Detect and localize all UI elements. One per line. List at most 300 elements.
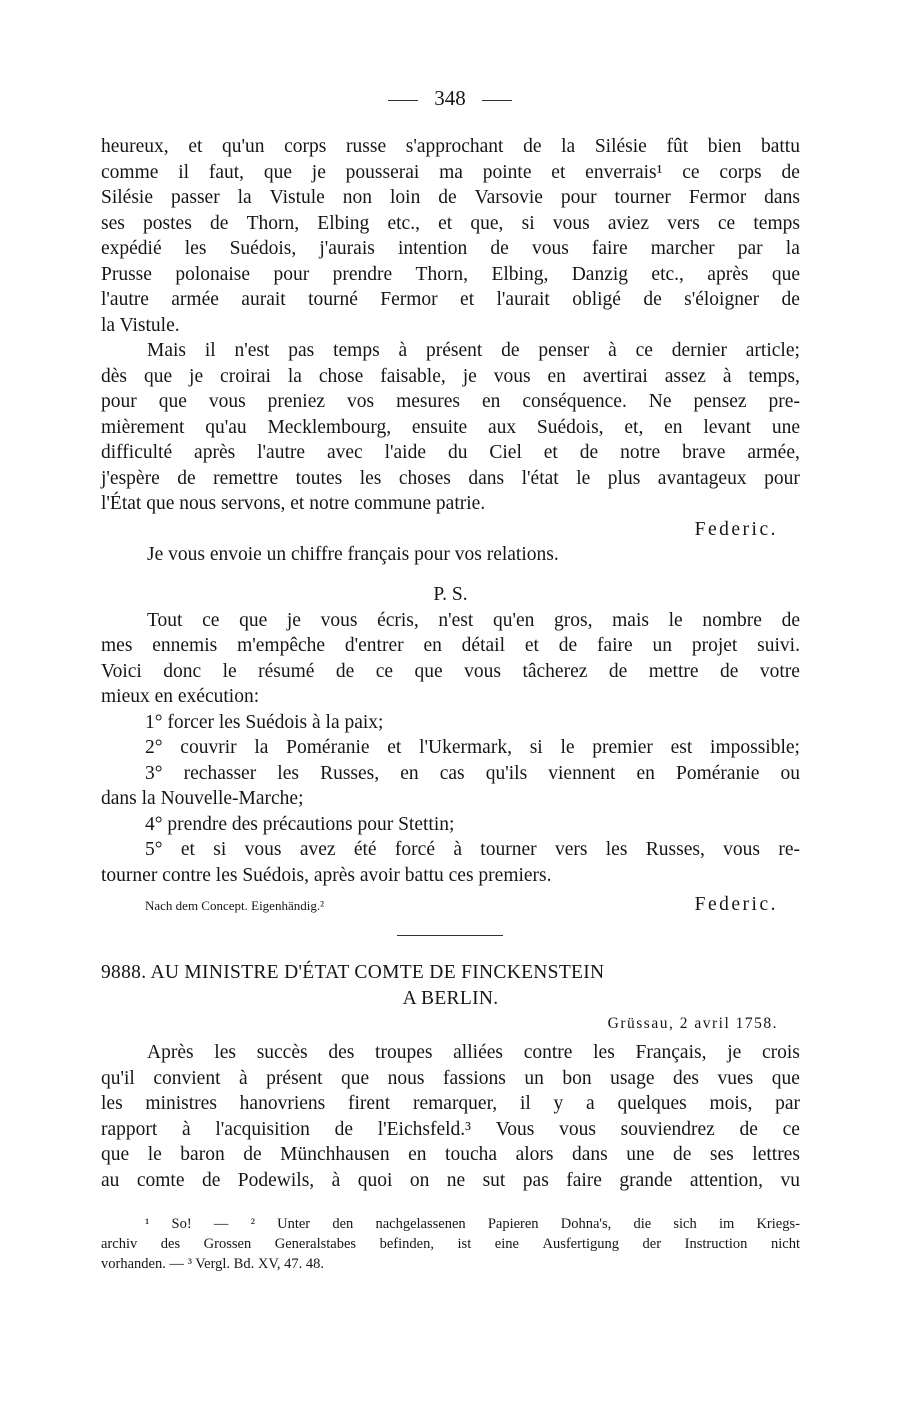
word: comte (136, 1169, 185, 1191)
word: dans (468, 467, 505, 489)
word: nicht (770, 1236, 800, 1252)
word: ce (202, 609, 220, 631)
word: impossible; (710, 737, 800, 758)
word: à (608, 340, 617, 361)
text-line (101, 211, 800, 237)
word: en (408, 1144, 427, 1165)
word: qu'un (222, 136, 265, 157)
word: j'espère (101, 467, 160, 489)
word: si (213, 839, 227, 860)
word: vues (717, 1067, 754, 1089)
text-line (101, 287, 800, 313)
word: lettres (752, 1144, 800, 1165)
word: pour (560, 187, 597, 208)
section-divider (397, 935, 503, 936)
word: Vous (495, 1118, 535, 1140)
word: la (561, 136, 576, 157)
word: l'aide (384, 442, 427, 463)
word: Prusse (101, 263, 152, 285)
word: pas (288, 340, 315, 361)
word: tourné (308, 289, 358, 310)
word: comme (101, 161, 159, 183)
word: vous (244, 839, 282, 860)
word: je (462, 365, 477, 387)
word: etc., (387, 212, 420, 234)
word: et (438, 212, 453, 234)
word: Après (147, 1042, 194, 1063)
word: Fermor (380, 289, 438, 310)
word: de (672, 1144, 692, 1165)
word: vous (552, 212, 590, 234)
word: à (453, 839, 462, 860)
word: premier (592, 737, 653, 758)
word: que, (470, 212, 504, 234)
cipher-note: Je vous envoie un chiffre français pour vos relations. (147, 544, 559, 565)
word: Thorn, (415, 263, 469, 285)
word: Generalstabes (274, 1236, 357, 1252)
word: la (237, 187, 252, 208)
word: après (194, 442, 236, 463)
signature: Federic. (694, 518, 778, 540)
word: vous (320, 609, 358, 631)
word: die (633, 1216, 652, 1232)
word: quelques (617, 1093, 687, 1114)
word: bon (562, 1067, 592, 1089)
word: avec (326, 442, 363, 463)
word: croirai (220, 365, 271, 387)
word: quoi (357, 1169, 393, 1191)
word: toutes (295, 467, 343, 489)
letter-body (101, 1040, 800, 1193)
word: alors (515, 1144, 554, 1165)
word: pour (273, 263, 310, 285)
word: forcé (394, 839, 435, 860)
word: de (501, 340, 520, 361)
text-line (101, 236, 800, 262)
word: Suédois, (536, 416, 604, 438)
word: sut (482, 1169, 506, 1191)
word: 5° (145, 839, 163, 860)
continued-paragraph (101, 134, 800, 568)
word: faire (566, 1169, 602, 1191)
list-item (101, 735, 800, 761)
word: vers (554, 839, 588, 860)
word: obligé (572, 289, 621, 310)
word: de (781, 609, 800, 631)
word: des (160, 1236, 181, 1252)
word: si (521, 212, 535, 234)
word: que (158, 391, 187, 412)
word: So! (171, 1216, 192, 1232)
word: Grossen (203, 1236, 252, 1252)
word: est (670, 737, 693, 758)
word: que (340, 1067, 370, 1089)
heading-line: A BERLIN. (402, 987, 499, 1009)
word: de (719, 660, 739, 682)
word: de (177, 467, 196, 489)
word: dernier (671, 340, 727, 361)
word: que (414, 660, 443, 682)
word: l'autre (257, 442, 306, 463)
word: qu'en (492, 609, 535, 631)
word: les (359, 467, 382, 489)
word: corps (719, 161, 762, 183)
word: Danzig (571, 263, 629, 285)
word: Mais (147, 340, 186, 361)
word: preniez (267, 391, 326, 412)
word: mettre (648, 660, 699, 682)
text-line (101, 185, 800, 211)
word: a (586, 1093, 595, 1114)
word: ce (782, 1118, 800, 1140)
word: la (785, 238, 800, 259)
letter-heading (101, 960, 800, 1037)
word: dans (572, 1144, 608, 1165)
word: de (334, 1118, 353, 1140)
word: grande (619, 1169, 673, 1191)
text-line (101, 1168, 800, 1194)
word: Papieren (487, 1216, 539, 1232)
text-line (101, 440, 800, 466)
word: nombre (702, 609, 762, 631)
word: Silésie (101, 187, 153, 208)
word: im (718, 1216, 735, 1232)
word: dès (101, 365, 127, 387)
word: Ciel (489, 442, 522, 463)
word: corps (284, 136, 327, 157)
word: gros, (554, 609, 593, 631)
word: et (188, 136, 203, 157)
word: de (643, 289, 662, 310)
text-line: l'État que nous servons, et notre commune patrie. (101, 493, 486, 514)
text-line: la Vistule. (101, 314, 180, 336)
word: que (771, 1067, 800, 1089)
word: enverrais¹ (585, 161, 663, 183)
word: remarquer, (412, 1093, 498, 1114)
word: ennemis (152, 635, 218, 656)
word: Poméranie (676, 762, 760, 784)
word: Elbing, (491, 263, 549, 285)
word: de (579, 442, 599, 463)
footnote-line: vorhanden. — ³ Vergl. Bd. XV, 47. 48. (101, 1256, 325, 1272)
word: les (184, 238, 207, 259)
word: vu (780, 1169, 800, 1191)
word: etc., (651, 263, 684, 285)
word: Dohna's, (560, 1216, 612, 1232)
word: un (524, 1067, 544, 1089)
word: mesures (396, 391, 460, 412)
word: penser (538, 340, 590, 361)
text-line (101, 466, 800, 492)
word: bien (707, 136, 742, 157)
list-item (101, 761, 800, 787)
word: après (707, 263, 749, 285)
word: prendre (332, 263, 393, 285)
word: la (254, 737, 269, 758)
list-item: dans la Nouvelle-Marche; (101, 788, 304, 809)
word: aviez (607, 212, 649, 234)
text-line (101, 262, 800, 288)
word: Elbing (317, 212, 370, 234)
word: battu (760, 136, 800, 157)
word: toucha (445, 1144, 498, 1165)
word: 3° (145, 762, 163, 784)
word: mois, (709, 1093, 753, 1114)
word: assez (664, 365, 706, 387)
word: de (523, 136, 542, 157)
word: vous (493, 365, 531, 387)
word: projet (691, 635, 738, 656)
word: ensuite (411, 416, 468, 438)
word: vos (347, 391, 375, 412)
word: plus (607, 467, 641, 489)
word: sich (673, 1216, 697, 1232)
word: article; (745, 340, 800, 361)
word: viennent (548, 762, 616, 784)
word: Vistule (269, 187, 325, 208)
word: les (214, 1042, 236, 1063)
word: polonaise (175, 263, 251, 285)
word: difficulté (101, 442, 173, 463)
word: les (277, 762, 299, 784)
word: baron (180, 1144, 225, 1165)
word: et (387, 737, 402, 758)
word: Silésie (594, 136, 647, 157)
word: et (460, 289, 475, 310)
word: ma (439, 161, 463, 183)
word: rapport (101, 1118, 158, 1140)
word: et (551, 161, 566, 183)
word: nachgelassenen (375, 1216, 466, 1232)
header-dash-left (388, 100, 418, 101)
word: que (771, 263, 800, 285)
word: qu'au (205, 416, 247, 438)
ps-heading: P. S. (433, 584, 468, 605)
word: vous (208, 391, 246, 412)
word: heureux, (101, 136, 169, 157)
word: eine (494, 1236, 519, 1252)
word: en (636, 762, 655, 784)
word: je (189, 365, 204, 387)
word: mais (612, 609, 649, 631)
page-header (0, 86, 900, 111)
word: une (626, 1144, 655, 1165)
word: Münchhausen (280, 1144, 390, 1165)
word: notre (620, 442, 661, 463)
word: l'état (521, 467, 559, 489)
word: Kriegs- (756, 1216, 800, 1232)
word: et (180, 839, 195, 860)
word: troupes (375, 1042, 433, 1063)
word: firent (347, 1093, 391, 1114)
word: au (101, 1169, 120, 1191)
word: une (771, 416, 800, 438)
word: faisable, (380, 365, 446, 387)
word: Suédois, (229, 238, 297, 259)
word: détail (461, 635, 505, 656)
word: den (332, 1216, 354, 1232)
word: passer (170, 187, 220, 208)
word: tourner (480, 839, 537, 860)
word: ses (101, 212, 125, 234)
word: de (490, 238, 509, 259)
word: des (328, 1042, 355, 1063)
word: intention (397, 238, 468, 259)
text-line (101, 1040, 800, 1066)
text-line (101, 1117, 800, 1143)
word: re- (778, 839, 800, 860)
word: ou (780, 762, 800, 784)
word: faire (596, 635, 633, 656)
word: archiv (101, 1236, 138, 1252)
word: fassions (442, 1067, 506, 1089)
word: je (311, 161, 326, 183)
word: de (438, 187, 457, 208)
word: de (781, 161, 800, 183)
word: à (331, 1169, 341, 1191)
word: brave (682, 442, 726, 463)
word: l'Ukermark, (419, 737, 512, 758)
text-line: mieux en exécution: (101, 686, 260, 707)
word: armée, (747, 442, 800, 463)
word: pour (101, 391, 137, 412)
word: les (101, 1093, 123, 1114)
word: de (201, 1169, 221, 1191)
word: pre- (768, 391, 800, 412)
word: ce (717, 212, 736, 234)
list-item: tourner contre les Suédois, après avoir battu ces premiers. (101, 864, 552, 886)
word: l'Eichsfeld.³ (377, 1118, 471, 1140)
word: ² (250, 1216, 255, 1232)
word: les (593, 1042, 615, 1063)
word: dans (764, 187, 800, 208)
word: ce (375, 660, 394, 682)
word: et, (624, 416, 644, 438)
word: présent (266, 1067, 323, 1089)
source-note: Nach dem Concept. Eigenhändig.² (145, 898, 324, 913)
word: de (739, 1118, 758, 1140)
word: un (652, 635, 673, 656)
word: couvrir (180, 737, 237, 758)
word: cas (439, 762, 465, 784)
word: tâcherez (522, 660, 588, 682)
word: armée (171, 289, 219, 310)
page-number: 348 (434, 86, 466, 110)
text-line (101, 633, 800, 659)
word: à (239, 1067, 248, 1089)
word: à (722, 365, 732, 387)
word: ce (635, 340, 653, 361)
footnotes (101, 1214, 800, 1274)
postscript (101, 582, 800, 888)
word: y (553, 1093, 564, 1114)
word: remettre (213, 467, 279, 489)
word: Thorn, (246, 212, 300, 234)
word: expédié (101, 238, 162, 259)
word: qu'il (101, 1067, 135, 1089)
word: de (608, 660, 628, 682)
word: que (263, 161, 292, 183)
text-line (101, 415, 800, 441)
word: Russes, (320, 762, 380, 784)
word: en (547, 365, 566, 387)
word: m'empêche (237, 635, 326, 656)
text-line (101, 1066, 800, 1092)
word: Voici (101, 660, 142, 682)
word: de (209, 212, 229, 234)
word: ne (446, 1169, 466, 1191)
word: j'aurais (319, 238, 375, 259)
word: Ausfertigung (542, 1236, 619, 1252)
word: et (524, 635, 539, 656)
word: Poméranie (286, 737, 370, 758)
word: Unter (277, 1216, 311, 1232)
word: attention, (689, 1169, 763, 1191)
text-line (101, 608, 800, 634)
word: avertirai (582, 365, 648, 387)
text-line (101, 389, 800, 415)
word: s'éloigner (684, 289, 760, 310)
word: et (543, 442, 558, 463)
word: le (668, 609, 683, 631)
word: vers (667, 212, 700, 234)
word: je (727, 1042, 742, 1063)
text-line (101, 1142, 800, 1168)
word: le (576, 467, 591, 489)
word: été (353, 839, 377, 860)
word: n'est (234, 340, 270, 361)
word: l'aurait (496, 289, 550, 310)
word: Ne (648, 391, 672, 412)
word: à (182, 1118, 191, 1140)
word: postes (143, 212, 192, 234)
word: convient (153, 1067, 221, 1089)
word: choses (398, 467, 451, 489)
word: aux (487, 416, 517, 438)
word: conséquence. (522, 391, 627, 412)
heading-line: 9888. AU MINISTRE D'ÉTAT COMTE DE FINCKENSTEIN (101, 962, 605, 983)
word: Podewils, (237, 1169, 315, 1191)
word: Mecklembourg, (267, 416, 392, 438)
footnote-line (101, 1234, 800, 1254)
word: je (286, 609, 301, 631)
word: avez (299, 839, 336, 860)
word: qu'ils (485, 762, 528, 784)
word: loin (390, 187, 421, 208)
word: il (178, 161, 190, 183)
word: Français, (635, 1042, 707, 1063)
word: que (239, 609, 268, 631)
word: temps (333, 340, 380, 361)
word: ses (709, 1144, 734, 1165)
source-row (101, 892, 800, 918)
word: par (775, 1093, 800, 1114)
word: succès (256, 1042, 308, 1063)
word: en (664, 416, 683, 438)
word: résumé (258, 660, 315, 682)
word: de (243, 1144, 262, 1165)
word: que (101, 1144, 130, 1165)
signature: Federic. (694, 894, 778, 915)
word: l'autre (101, 289, 149, 310)
word: Varsovie (474, 187, 543, 208)
word: aurait (241, 289, 286, 310)
word: Tout (147, 609, 183, 631)
word: de (781, 289, 800, 310)
word: ¹ (145, 1216, 150, 1232)
word: du (447, 442, 468, 463)
list-item: 4° prendre des précautions pour Stettin; (145, 813, 455, 835)
